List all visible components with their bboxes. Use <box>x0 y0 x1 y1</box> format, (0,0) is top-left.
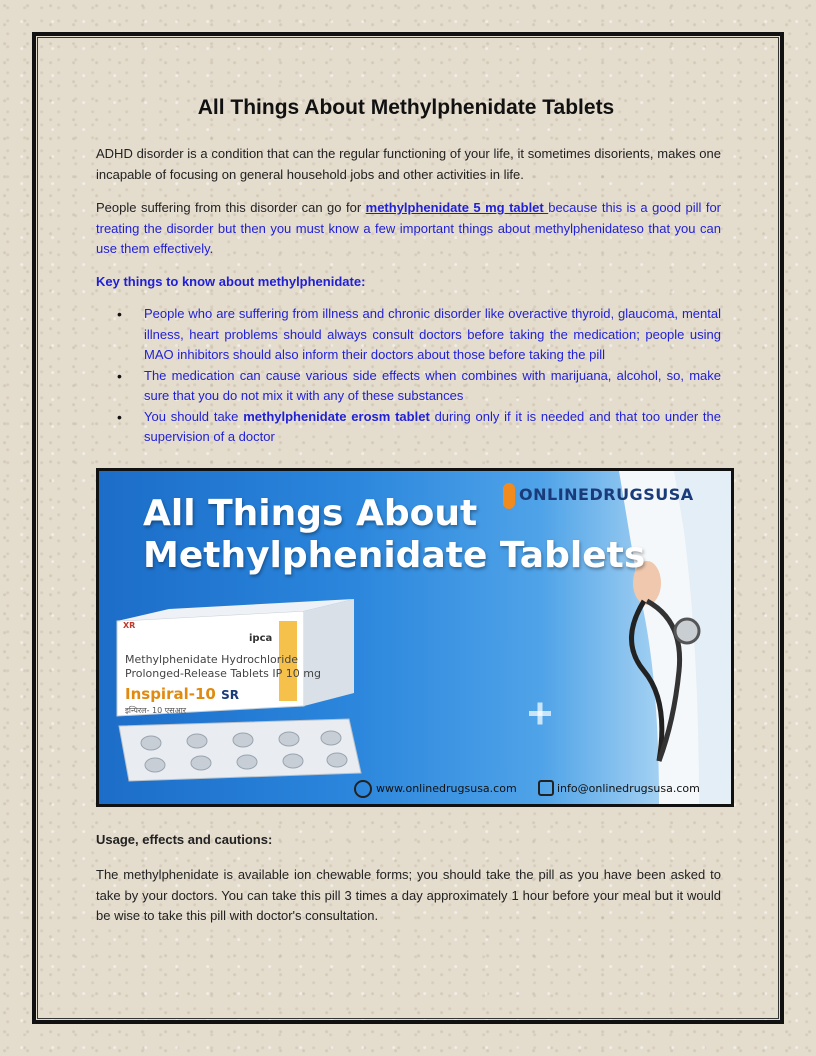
bullet-lead: You should take <box>144 408 244 424</box>
stethoscope-chest-piece <box>675 619 699 643</box>
key-things-heading: Key things to know about methylphenidate: <box>96 274 366 289</box>
box-brand: Inspiral-10 <box>125 685 216 703</box>
document-title: All Things About Methylphenidate Tablets <box>197 96 615 119</box>
bullet-rest: during only if it is needed and that too under the supervision of a doctor <box>144 408 722 444</box>
bullet-bold: methylphenidate erosm tablet <box>243 408 430 424</box>
bullet-icon: • <box>117 408 122 425</box>
article-banner-image <box>96 468 734 807</box>
banner-headline <box>143 493 645 577</box>
methylphenidate-paragraph <box>96 198 721 260</box>
box-line2: Prolonged-Release Tablets IP 10 mg <box>125 667 321 680</box>
box-sr: SR <box>221 688 239 702</box>
bullet-text: The medication can cause various side effects when combines with marijuana, alcohol, so, make sure that you do not mix it with any of these substances <box>144 367 721 403</box>
box-product-description <box>125 653 321 681</box>
para2-lead: People suffering from this disorder can go for <box>96 200 366 215</box>
plus-icon-v <box>538 703 543 725</box>
banner-headline-line2: Methylphenidate Tablets <box>143 535 646 576</box>
website-text: www.onlinedrugsusa.com <box>376 782 517 795</box>
email-text: info@onlinedrugsusa.com <box>557 782 700 795</box>
bullet-text: People who are suffering from illness and chronic disorder like overactive thyroid, glaucoma, mental illness, heart problems should always consult doctors before taking the medication; people using MAO inhibitors should also inform their doctors about those before taking the pill <box>144 306 721 362</box>
key-things-list <box>96 304 721 448</box>
box-maker-logo: ipca <box>249 633 273 644</box>
intro-paragraph: ADHD disorder is a condition that can the regular functioning of your life, it sometimes disorients, makes one incapable of focusing on general household jobs and other activities in life. <box>96 146 721 182</box>
list-item <box>96 304 721 366</box>
email-icon <box>539 781 553 795</box>
box-brand-name <box>125 685 239 703</box>
bullet-icon: • <box>117 306 122 322</box>
globe-icon <box>355 781 371 797</box>
para2-rest: because this is a good pill for treating the disorder but then you must know a few important things about methylphenidateso that you can use them effectively. <box>96 200 722 256</box>
methylphenidate-5mg-link[interactable]: methylphenidate 5 mg tablet <box>365 200 549 215</box>
box-line1: Methylphenidate Hydrochloride <box>125 653 299 666</box>
list-item <box>96 366 721 407</box>
usage-heading: Usage, effects and cautions: <box>96 832 273 847</box>
brand-logo-text: ONLINEDRUGSUSA <box>519 485 694 504</box>
banner-headline-line1: All Things About <box>143 493 478 534</box>
list-item <box>96 407 721 448</box>
box-xr-label: XR <box>123 621 136 630</box>
box-hindi-name: इन्पिरल- 10 एसआर <box>125 706 187 715</box>
bullet-icon: • <box>117 367 122 384</box>
usage-paragraph: The methylphenidate is available ion chewable forms; you should take the pill as you have been asked to take by your doctors. You can take this pill 3 times a day approximately 1 hour before your meal but it would be wise to take this pill with doctor's consultation. <box>96 867 721 923</box>
